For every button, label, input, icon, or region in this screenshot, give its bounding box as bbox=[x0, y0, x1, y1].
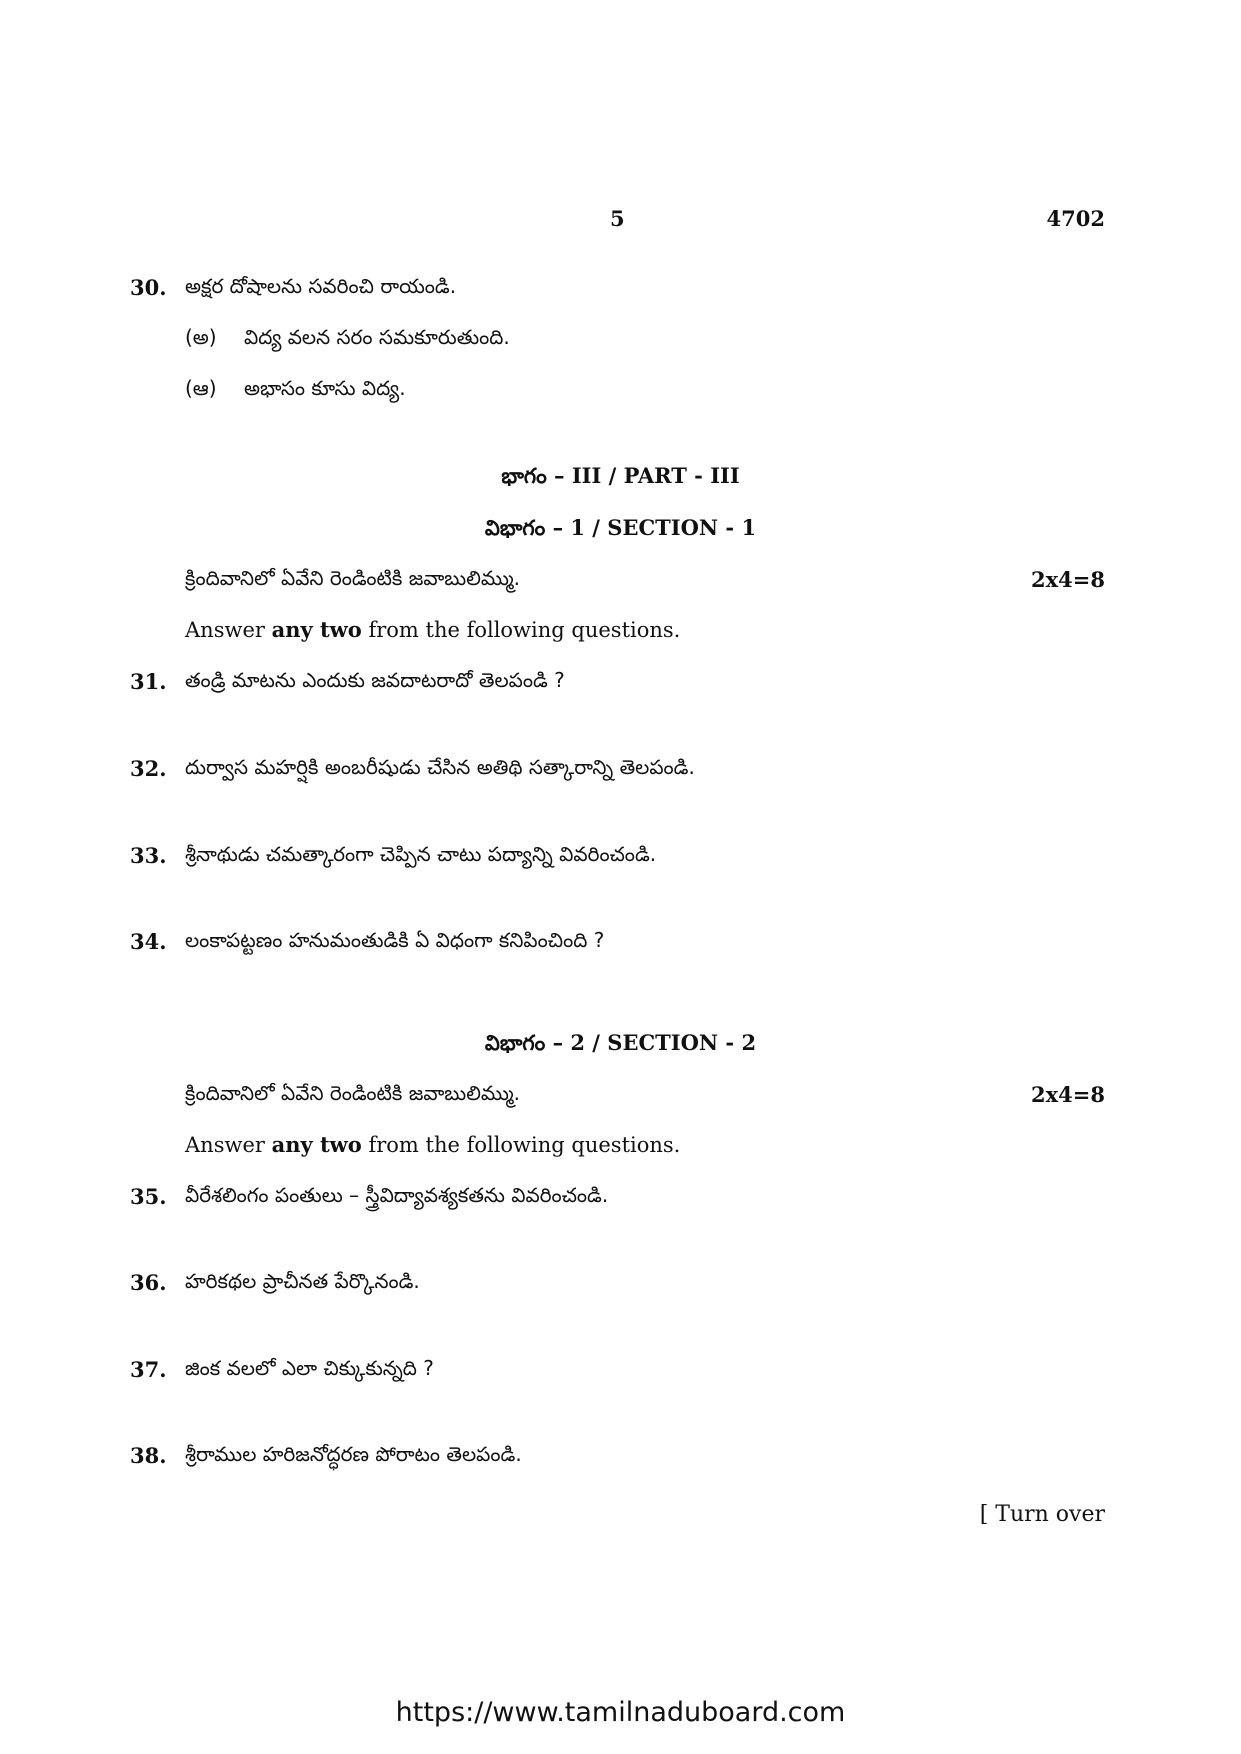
question-text: లంకాపట్టణం హనుమంతుడికి ఏ విధంగా కనిపించింది ? bbox=[185, 928, 605, 952]
marks-label: 2x4=8 bbox=[1031, 567, 1105, 592]
sub-item-label: (ఆ) bbox=[185, 376, 217, 400]
section-heading: విభాగం – 2 / SECTION - 2 bbox=[484, 1030, 757, 1055]
marks-label: 2x4=8 bbox=[1031, 1082, 1105, 1107]
question-number: 37. bbox=[130, 1357, 167, 1382]
sub-item-text: విద్య వలన సరం సమకూరుతుంది. bbox=[244, 325, 510, 349]
question-text: శ్రీనాథుడు చమత్కారంగా చెప్పిన చాటు పద్యాన్ని వివరించండి. bbox=[185, 842, 657, 866]
instruction-english: Answer any two from the following questions. bbox=[185, 617, 681, 642]
question-number: 38. bbox=[130, 1443, 167, 1468]
instruction-english: Answer any two from the following questions. bbox=[185, 1132, 681, 1157]
sub-item-text: అభాసం కూసు విద్య. bbox=[244, 376, 406, 400]
turn-over-note: [ Turn over bbox=[979, 1502, 1105, 1527]
question-number: 30. bbox=[130, 275, 167, 300]
question-text: శ్రీరాముల హరిజనోద్ధరణ పోరాటం తెలపండి. bbox=[185, 1442, 522, 1466]
question-number: 33. bbox=[130, 843, 167, 868]
question-number: 35. bbox=[130, 1184, 167, 1209]
question-number: 36. bbox=[130, 1270, 167, 1295]
paper-code: 4702 bbox=[1046, 206, 1105, 231]
page-number: 5 bbox=[610, 206, 625, 231]
question-text: జింక వలలో ఎలా చిక్కుకున్నది ? bbox=[185, 1356, 434, 1380]
question-number: 31. bbox=[130, 669, 167, 694]
part-heading: భాగం – III / PART - III bbox=[501, 463, 740, 488]
question-number: 34. bbox=[130, 929, 167, 954]
instruction-telugu: క్రిందివానిలో ఏవేని రెండింటికి జవాబులిమ్ము. bbox=[185, 566, 521, 590]
question-number: 32. bbox=[130, 756, 167, 781]
question-text: దుర్వాస మహర్షికి అంబరీషుడు చేసిన అతిథి సత్కారాన్ని తెలపండి. bbox=[185, 755, 695, 779]
section-heading: విభాగం – 1 / SECTION - 1 bbox=[484, 515, 757, 540]
question-text: హరికథల ప్రాచీనత పేర్కొనండి. bbox=[185, 1269, 420, 1293]
question-text: వీరేశలింగం పంతులు – స్త్రీవిద్యావశ్యకతను వివరించండి. bbox=[185, 1183, 609, 1207]
footer-url: https://www.tamilnaduboard.com bbox=[395, 1697, 846, 1728]
sub-item-label: (అ) bbox=[185, 325, 217, 349]
instruction-telugu: క్రిందివానిలో ఏవేని రెండింటికి జవాబులిమ్ము. bbox=[185, 1081, 521, 1105]
question-text: అక్షర దోషాలను సవరించి రాయండి. bbox=[185, 274, 457, 298]
question-text: తండ్రి మాటను ఎందుకు జవదాటరాదో తెలపండి ? bbox=[185, 668, 565, 692]
